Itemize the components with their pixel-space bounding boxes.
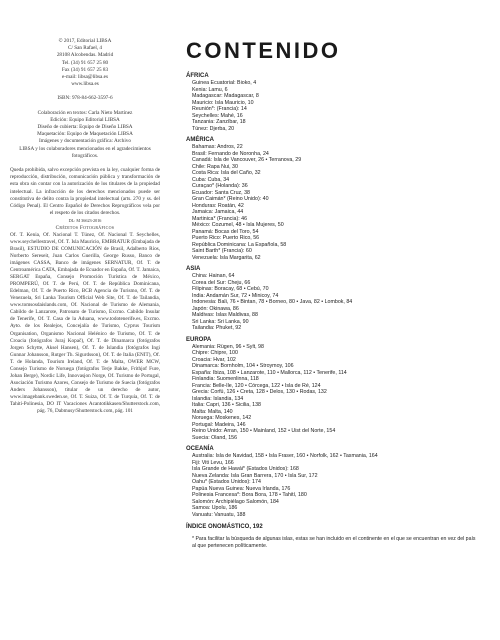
toc-entry[interactable]: Kenia: Lamu, 6 [192,86,228,93]
toc-entry[interactable]: Canadá: Isla de Vancouver, 26 • Terranova, 29 [192,157,302,163]
legal-notice: Queda prohibida, salvo excepción prevista en la ley, cualquier forma de reproducción, distribución, comunicación pública y transformación de esta obra sin contar con la autorización de los titulares de la propiedad intelectual. La infracción de los derechos mencionados puede ser constitutiva de delito contra la propiedad intelectual (arts. 270 y ss. del Código Penal). El Centro Español de Derechos Reprográficos vela por el respeto de los citados derechos. [10,167,160,217]
toc-entry[interactable]: Islandia: Islandia, 134 [192,395,244,402]
toc-entry[interactable]: Puerto Rico: Puerto Rico, 56 [192,235,260,241]
section-heading: AMÉRICA [186,137,214,143]
colophon [10,38,160,415]
toc-entry[interactable]: Túnez: Djerba, 20 [192,125,235,132]
table-of-contents [186,38,478,549]
toc-entry[interactable]: Filipinas: Boracay, 68 • Cebú, 70 [192,286,269,292]
toc-entry[interactable]: Vanuatu: Vanuatu, 188 [192,511,246,518]
toc-entry[interactable]: Indonesia: Bali, 76 • Bintan, 78 • Borneo, 80 • Java, 82 • Lombok, 84 [192,299,353,305]
toc-entry[interactable]: India: Andamán Sur, 72 • Minicoy, 74 [192,292,279,299]
toc-entry[interactable]: República Dominicana: La Española, 58 [192,241,287,248]
section-heading: ÁFRICA [186,73,209,79]
toc-entry[interactable]: Cuba: Cuba, 34 [192,176,230,183]
publisher-line: © 2017, Editorial LIBSA [58,38,112,44]
toc-entry[interactable]: Reunión*: (Francia): 14 [192,106,247,112]
toc-entry[interactable]: México: Cozumel, 48 • Isla Mujeres, 50 [192,222,284,228]
toc-entry[interactable]: Mauricio: Isla Mauricio, 10 [192,99,254,106]
toc-entry[interactable]: Seychelles: Mahé, 16 [192,112,243,119]
publisher-line: Tel. (34) 91 657 25 80 [61,59,109,66]
photo-credits-title: Créditos Fotográficos [55,224,115,231]
toc-entry[interactable]: Japón: Okinawa, 86 [192,305,239,312]
toc-entry[interactable]: Malta: Malta, 140 [192,408,233,415]
toc-entry[interactable]: Noruega: Moskenes, 142 [192,415,252,421]
toc-entry[interactable]: Polinesia Francesa*: Bora Bora, 178 • Tahití, 180 [192,492,307,498]
legal-deposit: DL: M 36623-2016 [68,218,102,224]
toc-entry[interactable]: Salomón: Archipiélago Salomón, 184 [192,498,279,505]
staff-line: Colaboración en textos: Carla Nieto Martínez [37,109,133,116]
toc-entry[interactable]: Costa Rica: Isla del Caño, 32 [192,170,261,176]
isbn: ISBN: 978-84-662-3597-6 [57,95,113,102]
toc-entry[interactable]: Martinica* (Francia): 46 [192,215,248,222]
toc-entry[interactable]: Corea del Sur: Cheju, 66 [192,279,251,286]
staff-line: Edición: Equipo Editorial LIBSA [50,116,120,123]
toc-entry[interactable]: Grecia: Corfú, 126 • Creta, 128 • Delos, 130 • Rodas, 132 [192,389,327,395]
section-entries [186,453,478,518]
toc-entry[interactable]: Italia: Capri, 136 • Sicilia, 138 [192,402,261,408]
section-entries [186,344,478,442]
toc-entry[interactable]: Nueva Zelanda: Isla Gran Barrera, 170 • Isla Sur, 172 [192,472,318,479]
toc-entry[interactable]: Papúa Nueva Guinea: Nueva Irlanda, 176 [192,485,291,492]
toc-entry[interactable]: Tailandia: Phuket, 92 [192,325,242,331]
footnote: * Para facilitar la búsqueda de algunas islas, estas se han incluido en el continente en el que se encuentran en vez del país al que pertenecen políticamente. [192,536,476,549]
toc-entry[interactable]: Isla Grande de Hawái* (Estados Unidos): 168 [192,466,299,472]
publisher-line: www.libsa.es [71,81,99,88]
publisher-line: 28108 Alcobendas. Madrid [56,52,114,59]
staff-credits [10,110,160,160]
toc-entry[interactable]: Tanzania: Zanzíbar, 18 [192,119,246,125]
section-heading: ASIA [186,266,201,272]
toc-entry[interactable]: Madagascar: Madagascar, 8 [192,93,259,99]
toc-entry[interactable]: Venezuela: Isla Margarita, 62 [192,254,261,261]
toc-entry[interactable]: Panamá: Bocas del Toro, 54 [192,228,259,235]
toc-entry[interactable]: Saint Barth* (Francia): 60 [192,248,252,254]
section-heading: EUROPA [186,336,212,343]
staff-line: LIBSA y los colaboradores mencionados en el agradecimientos fotográficos. [19,145,151,159]
page-title: CONTENIDO [186,38,341,63]
toc-entry[interactable]: Ecuador: Santa Cruz, 38 [192,189,251,196]
photo-credits: Of. T. Kenia, Of. Nacional T. Túnez, Of. Nacional T. Seychelles, www.seychellestravel, Of. T. Isla Mauricio, EMBRATUR (Embajada de Brasil), ESTUDIO DE COMUNICACIÓN de Brasil, Adalberto Ríos, Norberto Sereseit, Juan Carlos Guerilla, George Russo, Banco de imágenes CASSA, Banco de imágenes SERNATUR, Of. T. de Centroamérica CATA, Embajada de Ecuador en España, Of. T. Jamaica, SERGAT España, Consejo Promoción Turística de México, PROMPERÚ, Of. T. de Perú, Of. T. de República Dominicana, Edelman, Of. T. de Puerto Rico, BCB Agencia de Turismo, Of. T. de Venezuela, Sri Lanka Tourism Official Web Site, Of. T. de Tailandia, www.tomsosdaislands.com, Of. Nacional de Turismo de Alemania, Cabildo de Lanzarote, Patronato de Turismo, Excmo. Cabildo Insular de Tenerife, Of. T. Casa de la Aduana, www.todotenerife.es, Excmo. Ayto. de los Realejos, Concejalía de Turismo, Cyprus Tourism Organisation, Organismo Nacional Helénico de Turismo, Of. T. de Croacia (fotógrafos Juraj Kopač), Of. T. de Dinamarca (fotógrafos Jorgen Schytte, Aksel Hansen), Of. T. de Islandia (fotógrafos Ingi Gunnar Johansson, Rutger Th. Sigurdsson), Of. T. de Italia (ENIT), Of. T. de Holanda, Tourism Ireland, Of. T. de Malta, OWER MCW, Consejo Turismo de Noruega (fotógrafos Terje Bakke, Frithjof Fure, Johan Berge), Nordic Life, Innovasjon Norge, Of. Turismo de Portugal, Asociación Turismo Azores, Consejo de Turismo de Suecia (fotógrafos Anders Johansson), titular de un derecho de autor, www.imagebank.sweden.se, Of. T. Suiza, Of. T. de Turquía, Of. T. de Tahití-Polinesia, DO IT Vacaciones Acantotikkasen/Shutterstock.com, pág. 76, Dabmusy/Shutterstock.com, pág. 101 [10,231,160,415]
toc-entry[interactable]: Honduras: Roatán, 42 [192,202,244,209]
staff-line: Maquetación: Equipo de Maquetación LIBSA [37,131,133,138]
toc-entry[interactable]: Guinea Ecuatorial: Bioko, 4 [192,80,257,86]
toc-entry[interactable]: Oahu* (Estados Unidos): 174 [192,479,261,485]
toc-entry[interactable]: Gran Caimán* (Reino Unido): 40 [192,196,269,202]
toc-entry[interactable]: Chipre: Chipre, 100 [192,350,238,356]
toc-entry[interactable]: Finlandia: Suomenlinna, 118 [192,376,259,382]
index-entry: ÍNDICE ONOMÁSTICO, 192 [186,524,263,530]
toc-entry[interactable]: Maldivas: Islas Maldivas, 88 [192,312,258,318]
toc-entry[interactable]: Francia: Belle-Île, 120 • Córcega, 122 • Isla de Ré, 124 [192,382,321,389]
toc-entry[interactable]: Chile: Rapa Nui, 30 [192,163,238,170]
toc-entry[interactable]: Samoa: Upolu, 186 [192,505,238,511]
toc-entry[interactable]: Curaçao* (Holanda): 36 [192,183,248,189]
publisher-line: Fax (34) 91 657 25 83 [61,66,109,73]
section-heading: OCEANÍA [186,446,214,452]
publisher-line: e-mail: libsa@libsa.es [62,74,108,81]
toc-sections [186,72,478,518]
toc-entry[interactable]: Fiji: Viti Levu, 166 [192,459,234,466]
toc-entry[interactable]: Sri Lanka: Sri Lanka, 90 [192,318,249,325]
toc-entry[interactable]: Portugal: Madeira, 146 [192,421,246,428]
publisher-info [10,38,160,88]
toc-entry[interactable]: España: Ibiza, 108 • Lanzarote, 110 • Mallorca, 112 • Tenerife, 114 [192,369,347,376]
toc-entry[interactable]: China: Hainan, 64 [192,273,235,279]
toc-entry[interactable]: Suecia: Öland, 156 [192,434,238,441]
toc-entry[interactable]: Bahamas: Andros, 22 [192,144,243,150]
section-entries [186,273,478,332]
section-entries [186,144,478,261]
toc-entry[interactable]: Croacia: Hvar, 102 [192,356,236,363]
toc-entry[interactable]: Jamaica: Jamaica, 44 [192,209,244,215]
toc-entry[interactable]: Dinamarca: Bornholm, 104 • Stroymoy, 106 [192,363,294,369]
publisher-line: C/ San Rafael, 4 [68,45,102,52]
toc-entry[interactable]: Reino Unido: Arran, 150 • Mainland, 152 • Uist del Norte, 154 [192,428,336,434]
toc-entry[interactable]: Australia: Isla de Navidad, 158 • Isla Fraser, 160 • Norfolk, 162 • Tasmania, 164 [192,453,378,459]
staff-line: Imágenes y documentación gráfica: Archivo [39,138,131,145]
staff-line: Diseño de cubierta: Equipo de Diseño LIBSA [37,124,133,131]
section-entries [186,80,478,132]
toc-entry[interactable]: Alemania: Rügen, 96 • Sylt, 98 [192,343,264,350]
toc-entry[interactable]: Brasil: Fernando de Noronha, 24 [192,150,269,157]
